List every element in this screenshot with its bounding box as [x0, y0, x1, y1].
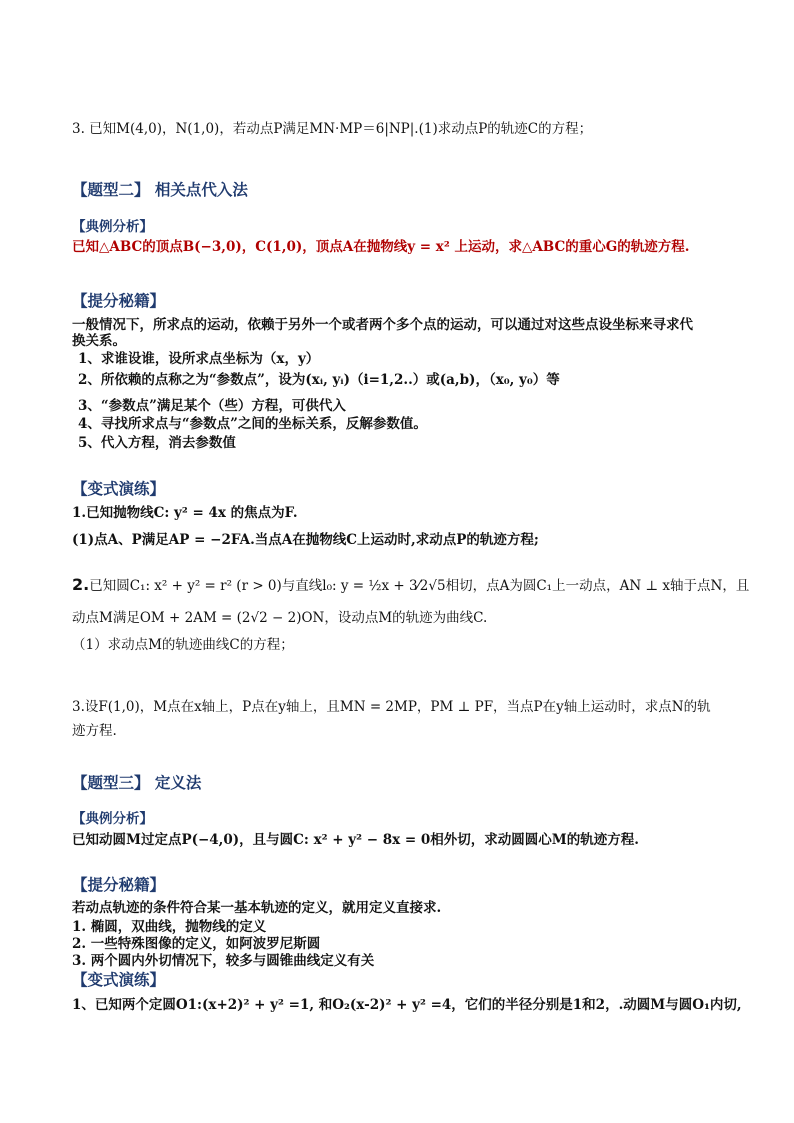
tip-item: 4、寻找所求点与“参数点”之间的坐标关系，反解参数值。	[78, 416, 427, 432]
section-heading-type2: 【题型二】 相关点代入法	[72, 181, 248, 199]
tips-label: 【提分秘籍】	[72, 876, 166, 894]
section-heading-type3: 【题型三】 定义法	[72, 774, 202, 792]
exercise-2-line3: （1）求动点M的轨迹曲线C的方程；	[72, 637, 294, 653]
example-label: 【典例分析】	[72, 811, 153, 827]
example-text: 已知动圆M过定点P(−4,0)，且与圆C: x² + y² − 8x = 0相外切，求动圆圆心M的轨迹方程.	[72, 832, 639, 848]
tip-item: 3、“参数点”满足某个（些）方程，可供代入	[78, 398, 346, 414]
tips-intro-line2: 换关系。	[72, 333, 126, 349]
tip-item: 5、代入方程，消去参数值	[78, 435, 236, 451]
exercise-2-line2: 动点M满足OM + 2AM = (2√2 − 2)ON，设动点M的轨迹为曲线C.	[72, 610, 488, 626]
practice-label: 【变式演练】	[72, 480, 166, 498]
exercise-3-line2: 迹方程.	[72, 723, 117, 739]
tips-intro-line1: 一般情况下，所求点的运动，依赖于另外一个或者两个多个点的运动，可以通过对这些点设坐标来寻求代	[72, 317, 693, 333]
exercise-1-line1: 1、已知两个定圆O1:(x+2)² + y² =1, 和O₂(x-2)² + y² =4，它们的半径分别是1和2，.动圆M与圆O₁内切,	[72, 997, 742, 1013]
exercise-1-line2: (1)点A、P满足AP = −2FA.当点A在抛物线C上运动时,求动点P的轨迹方程;	[72, 532, 539, 548]
exercise-1-line1: 1.已知抛物线C: y² = 4x 的焦点为F.	[72, 505, 298, 521]
tip-item: 1、求谁设谁，设所求点坐标为（x，y）	[78, 351, 320, 367]
practice-label: 【变式演练】	[72, 971, 166, 989]
tip-item: 1. 椭圆，双曲线，抛物线的定义	[72, 919, 267, 935]
tips-intro: 若动点轨迹的条件符合某一基本轨迹的定义，就用定义直接求.	[72, 900, 442, 916]
exercise-2-line1	[72, 576, 749, 595]
exercise-3-line1: 3.设F(1,0)，M点在x轴上，P点在y轴上，且MN = 2MP，PM ⊥ PF，当点P在y轴上运动时，求点N的轨	[72, 699, 711, 715]
tip-item: 2. 一些特殊图像的定义，如阿波罗尼斯圆	[72, 936, 321, 952]
problem-3-top: 3. 已知M(4,0)，N(1,0)，若动点P满足MN·MP＝6|NP|.(1)求动点P的轨迹C的方程；	[72, 121, 593, 137]
exercise-2-text: 已知圆C₁: x² + y² = r² (r > 0)与直线l₀: y = ½x + 3⁄2√5相切，点A为圆C₁上一动点，AN ⊥ x轴于点N，且	[89, 578, 750, 594]
example-text: 已知△ABC的顶点B(−3,0)，C(1,0)，顶点A在抛物线y = x² 上运动，求△ABC的重心G的轨迹方程.	[72, 239, 690, 255]
tip-item: 3. 两个圆内外切情况下，较多与圆锥曲线定义有关	[72, 953, 375, 969]
example-label: 【典例分析】	[72, 219, 153, 235]
tip-item: 2、所依赖的点称之为“参数点”，设为(xᵢ, yᵢ)（i=1,2..）或(a,b)，（x₀, y₀）等	[78, 372, 560, 388]
tips-label: 【提分秘籍】	[72, 292, 166, 310]
exercise-2-number: 2.	[72, 575, 90, 594]
